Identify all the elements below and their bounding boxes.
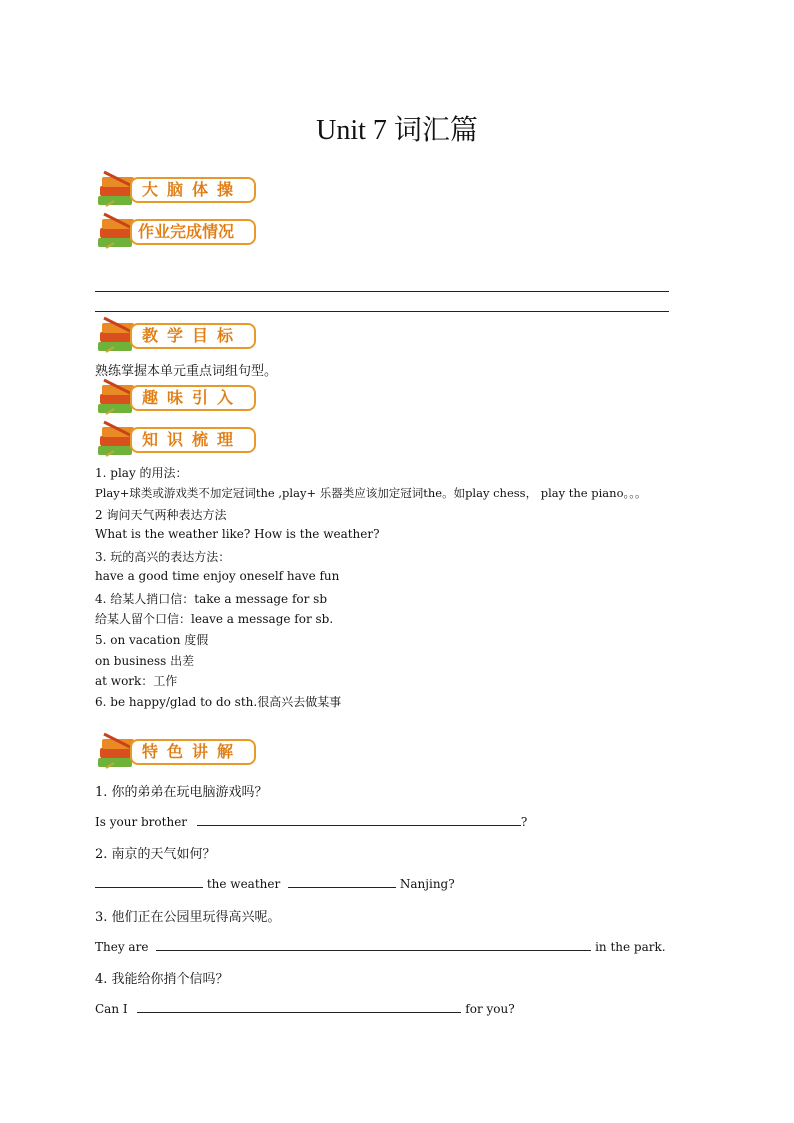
knowledge-line: 5. on vacation 度假 [95, 633, 209, 647]
answer-blank[interactable] [137, 1000, 461, 1013]
knowledge-line: at work：工作 [95, 674, 178, 688]
answer-line [95, 291, 669, 292]
section-badge-intro [96, 378, 258, 418]
exercise-text: ? [520, 815, 528, 829]
badge-label: 教学目标 [142, 326, 243, 345]
badge-label: 特色讲解 [142, 742, 243, 761]
exercise-text: in the park. [595, 940, 666, 954]
section-badge-homework [96, 212, 258, 252]
section-badge-brain [96, 170, 258, 210]
exercise-text: for you? [465, 1002, 515, 1016]
answer-blank[interactable] [95, 875, 203, 888]
page-title: Unit 7 词汇篇 [316, 115, 478, 146]
answer-blank[interactable] [288, 875, 396, 888]
badge-label: 大脑体操 [142, 180, 243, 199]
exercise-question: 1. 你的弟弟在玩电脑游戏吗？ [95, 785, 268, 800]
knowledge-line: Play+球类或游戏类不加定冠词the ,play+ 乐器类应该加定冠词the。如play chess， play the piano。。。 [95, 486, 647, 500]
badge-label: 作业完成情况 [138, 222, 235, 241]
answer-blank[interactable] [197, 813, 521, 826]
exercise-question: 3. 他们正在公园里玩得高兴呢。 [95, 910, 281, 925]
answer-line [95, 311, 669, 312]
knowledge-line: What is the weather like? How is the weather? [95, 527, 380, 541]
knowledge-line: 1. play 的用法： [95, 466, 188, 480]
knowledge-line: have a good time enjoy oneself have fun [95, 569, 340, 583]
exercise-line [95, 875, 455, 891]
knowledge-line: 6. be happy/glad to do sth.很高兴去做某事 [95, 695, 342, 709]
knowledge-line: 4. 给某人捎口信：take a message for sb [95, 592, 328, 606]
exercise-question: 4. 我能给你捎个信吗？ [95, 972, 229, 987]
exercise-text: Nanjing? [399, 877, 455, 891]
knowledge-line: 2 询问天气两种表达方法 [95, 508, 227, 522]
section-badge-goals [96, 316, 258, 356]
exercise-text: Is your brother [95, 815, 188, 829]
section-badge-feature [96, 732, 258, 772]
exercise-text: They are [95, 940, 149, 954]
exercise-line [95, 1000, 515, 1016]
knowledge-line: 3. 玩的高兴的表达方法： [95, 550, 231, 564]
answer-blank[interactable] [156, 938, 591, 951]
exercise-question: 2. 南京的天气如何？ [95, 847, 216, 862]
exercise-line [95, 813, 527, 829]
exercise-text: Can I [95, 1002, 128, 1016]
goal-text: 熟练掌握本单元重点词组句型。 [95, 364, 278, 379]
knowledge-line: 给某人留个口信：leave a message for sb. [95, 612, 334, 626]
exercise-line [95, 938, 666, 954]
badge-label: 趣味引入 [142, 388, 243, 407]
exercise-text: the weather [206, 877, 281, 891]
knowledge-line: on business 出差 [95, 654, 195, 668]
badge-label: 知识梳理 [142, 430, 243, 449]
section-badge-knowledge [96, 420, 258, 460]
